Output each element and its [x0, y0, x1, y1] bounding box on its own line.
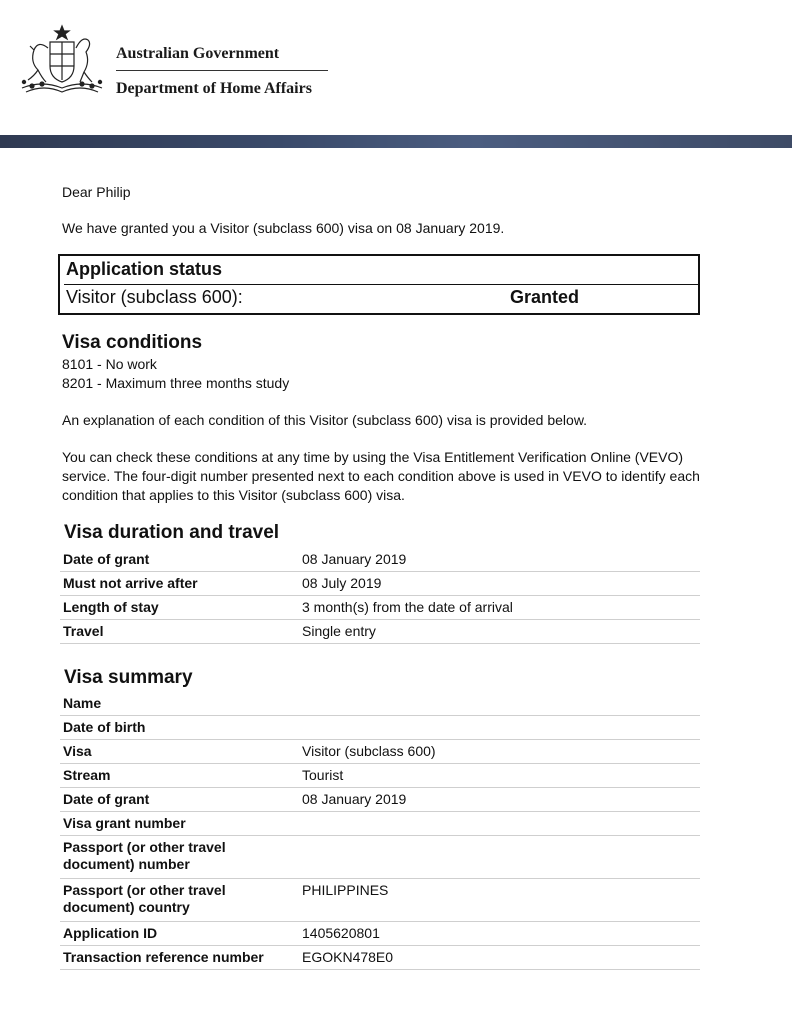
greeting: Dear Philip — [62, 184, 131, 200]
table-row — [60, 879, 700, 922]
application-status-label: Visitor (subclass 600): — [66, 287, 243, 307]
table-row — [60, 812, 700, 836]
coat-of-arms-icon — [12, 22, 112, 100]
row-value: EGOKN478E0 — [299, 946, 700, 970]
application-status-title: Application status — [66, 259, 223, 279]
row-label: Name — [60, 692, 299, 716]
row-value: Single entry — [299, 620, 700, 644]
table-row — [60, 764, 700, 788]
row-value: Tourist — [299, 764, 700, 788]
conditions-explanation: An explanation of each condition of this Visitor (subclass 600) visa is provided below. — [62, 412, 588, 428]
government-name: Australian Government — [116, 45, 280, 62]
row-label: Date of grant — [60, 788, 299, 812]
row-label: Travel — [60, 620, 299, 644]
letterhead — [0, 0, 792, 148]
table-row — [60, 836, 700, 879]
table-row — [60, 620, 700, 644]
row-label: Visa grant number — [60, 812, 299, 836]
row-value — [299, 716, 700, 740]
table-row — [60, 946, 700, 970]
table-row — [60, 596, 700, 620]
row-label: Date of grant — [60, 548, 299, 572]
org-divider — [116, 70, 328, 71]
row-label: Transaction reference number — [60, 946, 299, 970]
row-label: Date of birth — [60, 716, 299, 740]
table-row — [60, 548, 700, 572]
application-status-box — [58, 254, 700, 315]
row-value: 08 January 2019 — [299, 788, 700, 812]
header-band — [0, 135, 792, 148]
table-row — [60, 788, 700, 812]
visa-duration-heading: Visa duration and travel — [64, 522, 280, 543]
row-value: 08 July 2019 — [299, 572, 700, 596]
department-name: Department of Home Affairs — [116, 80, 312, 97]
table-row — [60, 572, 700, 596]
table-row — [60, 922, 700, 946]
application-status-value: Granted — [510, 287, 580, 307]
vevo-note: You can check these conditions at any time by using the Visa Entitlement Verification Online (VEVO) service. The four-digit number presented next to each condition above is used in VEVO to identify each condition that applies to this Visitor (subclass 600) visa. — [62, 449, 700, 503]
row-label: Passport (or other travel document) number — [60, 836, 299, 879]
row-value — [299, 836, 700, 879]
status-divider — [64, 284, 698, 285]
row-value: PHILIPPINES — [299, 879, 700, 922]
table-row — [60, 716, 700, 740]
row-label: Stream — [60, 764, 299, 788]
organisation-name — [116, 44, 328, 99]
row-value — [299, 692, 700, 716]
table-row — [60, 740, 700, 764]
visa-conditions-heading: Visa conditions — [62, 332, 203, 353]
row-value — [299, 812, 700, 836]
row-label: Visa — [60, 740, 299, 764]
row-value: Visitor (subclass 600) — [299, 740, 700, 764]
row-label: Length of stay — [60, 596, 299, 620]
row-label: Must not arrive after — [60, 572, 299, 596]
table-row — [60, 692, 700, 716]
row-value: 3 month(s) from the date of arrival — [299, 596, 700, 620]
row-value: 08 January 2019 — [299, 548, 700, 572]
row-label: Passport (or other travel document) country — [60, 879, 299, 922]
visa-summary-heading: Visa summary — [64, 667, 193, 688]
condition-item: 8101 - No work — [62, 356, 157, 372]
grant-intro: We have granted you a Visitor (subclass 600) visa on 08 January 2019. — [62, 220, 505, 236]
visa-duration-table — [60, 548, 700, 644]
row-value: 1405620801 — [299, 922, 700, 946]
visa-summary-table — [60, 692, 700, 970]
condition-item: 8201 - Maximum three months study — [62, 375, 290, 391]
row-label: Application ID — [60, 922, 299, 946]
